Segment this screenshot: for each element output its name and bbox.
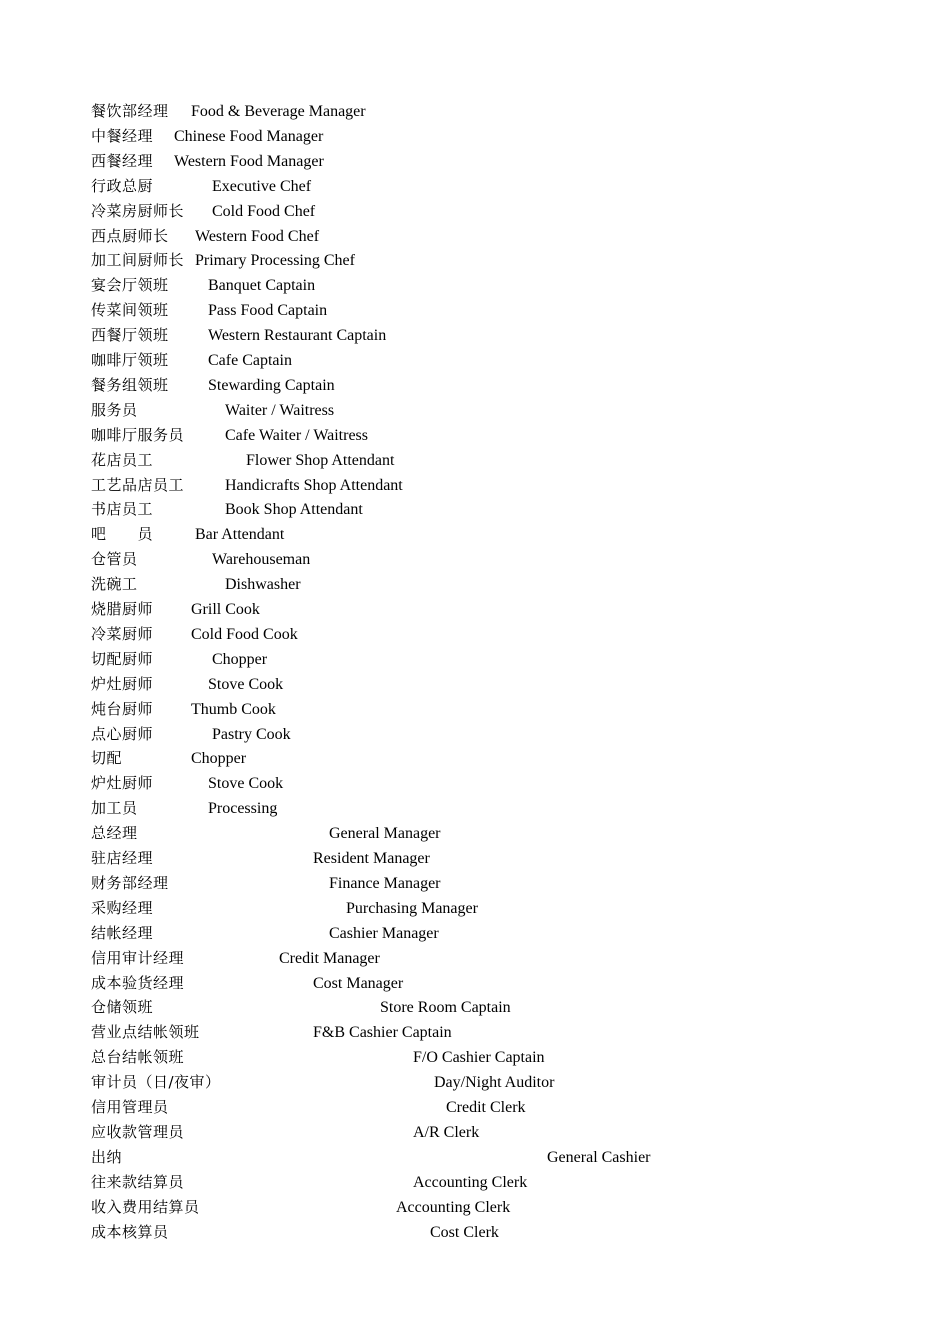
chinese-title: 冷菜房厨师长 <box>91 201 185 220</box>
chinese-title: 咖啡厅领班 <box>91 351 169 369</box>
chinese-title: 宴会厅领班 <box>91 276 169 295</box>
chinese-title: 餐饮部经理 <box>91 102 169 120</box>
chinese-title: 成本验货经理 <box>91 973 185 992</box>
chinese-title: 仓储领班 <box>91 998 154 1017</box>
english-title: Cafe Waiter / Waitress <box>225 426 369 444</box>
english-title: Banquet Captain <box>208 277 316 295</box>
english-title: Dishwasher <box>225 576 301 594</box>
chinese-title: 信用审计经理 <box>91 948 185 967</box>
chinese-title: 吧 员 <box>91 525 154 544</box>
english-title: Resident Manager <box>313 850 430 867</box>
chinese-title: 信用管理员 <box>91 1098 169 1116</box>
english-title: Accounting Clerk <box>413 1173 528 1191</box>
english-title: Cold Food Chef <box>212 202 316 220</box>
chinese-title: 财务部经理 <box>91 873 169 892</box>
english-title: Credit Clerk <box>446 1099 526 1116</box>
english-title: Western Restaurant Captain <box>208 327 387 345</box>
chinese-title: 总经理 <box>91 824 138 843</box>
chinese-title: 工艺品店员工 <box>91 475 185 494</box>
english-title: Chinese Food Manager <box>174 127 324 145</box>
english-title: Chopper <box>212 650 268 668</box>
chinese-title: 往来款结算员 <box>91 1172 185 1191</box>
chinese-title: 西餐经理 <box>91 151 154 170</box>
chinese-title: 冷菜厨师 <box>91 624 154 643</box>
english-title: Cashier Manager <box>329 924 439 942</box>
chinese-title: 咖啡厅服务员 <box>91 425 185 444</box>
chinese-title: 出纳 <box>91 1147 123 1166</box>
chinese-title: 炉灶厨师 <box>91 674 154 693</box>
english-title: Chopper <box>191 750 247 768</box>
english-title: General Manager <box>329 825 441 843</box>
chinese-title: 餐务组领班 <box>91 375 169 394</box>
english-title: Finance Manager <box>329 874 441 892</box>
english-title: Executive Chef <box>212 177 312 195</box>
english-title: F/O Cashier Captain <box>413 1049 545 1067</box>
chinese-title: 花店员工 <box>91 450 154 469</box>
chinese-title: 收入费用结算员 <box>91 1197 200 1216</box>
english-title: Book Shop Attendant <box>225 501 363 519</box>
english-title: Western Food Manager <box>174 152 324 170</box>
chinese-title: 采购经理 <box>91 898 154 917</box>
chinese-title: 中餐经理 <box>91 126 154 145</box>
chinese-title: 审计员（日/夜审） <box>91 1073 221 1092</box>
chinese-title: 成本核算员 <box>91 1222 169 1241</box>
english-title: Thumb Cook <box>191 700 276 718</box>
english-title: Stove Cook <box>208 675 284 693</box>
english-title: Cost Clerk <box>430 1223 499 1241</box>
chinese-title: 切配 <box>91 749 123 768</box>
english-title: Cafe Captain <box>208 352 292 369</box>
chinese-title: 洗碗工 <box>91 575 138 594</box>
english-title: Food & Beverage Manager <box>191 103 366 120</box>
chinese-title: 切配厨师 <box>91 649 154 668</box>
english-title: Waiter / Waitress <box>225 401 335 419</box>
english-title: Credit Manager <box>279 949 380 967</box>
chinese-title: 点心厨师 <box>91 724 154 743</box>
english-title: Flower Shop Attendant <box>246 451 395 469</box>
english-title: General Cashier <box>547 1148 651 1166</box>
chinese-title: 书店员工 <box>91 500 154 519</box>
english-title: Stewarding Captain <box>208 376 335 394</box>
english-title: Pass Food Captain <box>208 302 328 320</box>
english-title: Primary Processing Chef <box>195 252 355 270</box>
english-title: Processing <box>208 800 278 818</box>
chinese-title: 营业点结帐领班 <box>91 1023 200 1042</box>
english-title: F&B Cashier Captain <box>313 1024 452 1042</box>
chinese-title: 炉灶厨师 <box>91 774 154 793</box>
chinese-title: 服务员 <box>91 400 138 419</box>
chinese-title: 结帐经理 <box>91 923 154 942</box>
english-title: Warehouseman <box>212 551 311 569</box>
english-title: Handicrafts Shop Attendant <box>225 476 403 494</box>
chinese-title: 西点厨师长 <box>91 226 169 245</box>
chinese-title: 总台结帐领班 <box>91 1048 185 1067</box>
chinese-title: 加工间厨师长 <box>91 251 185 270</box>
chinese-title: 行政总厨 <box>91 176 154 195</box>
chinese-title: 炖台厨师 <box>91 699 154 718</box>
chinese-title: 西餐厅领班 <box>91 326 169 345</box>
english-title: Pastry Cook <box>212 725 291 743</box>
chinese-title: 加工员 <box>91 799 138 818</box>
english-title: A/R Clerk <box>413 1123 480 1141</box>
english-title: Cost Manager <box>313 974 404 992</box>
chinese-title: 传菜间领班 <box>91 301 169 320</box>
english-title: Day/Night Auditor <box>434 1074 555 1092</box>
chinese-title: 应收款管理员 <box>91 1122 185 1141</box>
english-title: Bar Attendant <box>195 526 285 544</box>
english-title: Accounting Clerk <box>396 1198 511 1216</box>
chinese-title: 烧腊厨师 <box>91 600 154 618</box>
english-title: Stove Cook <box>208 775 284 793</box>
english-title: Western Food Chef <box>195 227 320 245</box>
english-title: Store Room Captain <box>380 999 511 1017</box>
english-title: Purchasing Manager <box>346 899 478 917</box>
chinese-title: 仓管员 <box>91 550 138 569</box>
chinese-title: 驻店经理 <box>91 849 154 867</box>
english-title: Cold Food Cook <box>191 625 298 643</box>
english-title: Grill Cook <box>191 601 260 618</box>
